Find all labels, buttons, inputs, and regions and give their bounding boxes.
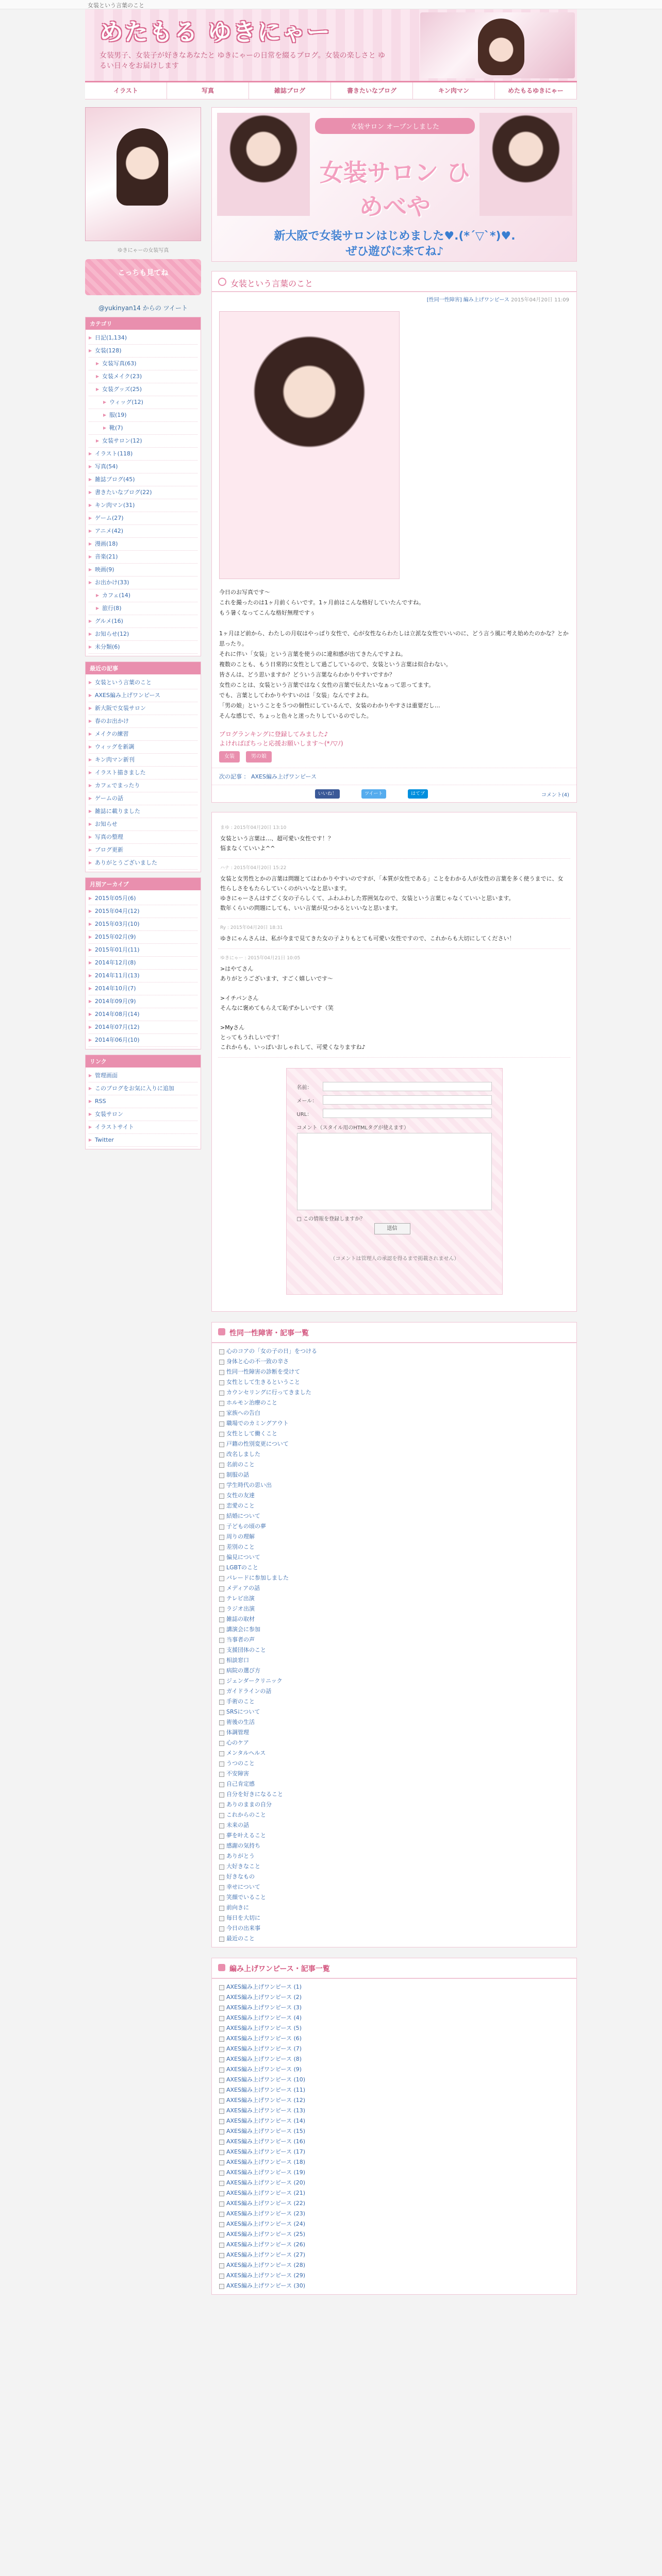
- site-title[interactable]: めたもる ゆきにゃー: [100, 18, 332, 46]
- comment-head: まゆ : 2015年04月20日 13:10: [220, 825, 287, 831]
- related-article-link[interactable]: AXES編み上げワンピース (19): [219, 2167, 569, 2178]
- related-article-link[interactable]: AXES編み上げワンピース (23): [219, 2209, 569, 2219]
- side-box-item[interactable]: ▶ 写真の整理: [89, 831, 197, 844]
- related-article-link[interactable]: 幸せについて: [219, 1882, 569, 1892]
- left-sidebar: [85, 107, 201, 2576]
- nav-illust[interactable]: イラスト: [85, 82, 167, 99]
- entry-body: 今日のお写真です〜 これを撮ったのは1ヶ月前くらいです。1ヶ月前はこんな格好していたんですね。 もう暑くなってこんな格好無理ですぅ 1ヶ月ほど前から、わたしの月収はやっぱり女性で、心が女性ならわたしは立派な女性でいいのに、どう言う風に考え始めたのかな？とか思ったり。 それに伴い「女装」という言葉を使うのに違和感が出てきたんですよね。 複数のことも、もう日常的に女性として過ごしているので、女装という言葉は似合わない。 皆さんは、どう思いますか？どういう言葉ならわかりやすいですか？ 女性のことは、女装という言葉ではなく女性の言葉で伝えたいなぁって思ってます。 でも、言葉としてわかりやすいのは「女装」なんですよね。 「男の娘」ということを５つの個性にしているんで、女装のわかりやすさは重要だし… そんな感じで、ちょっと色々と迷ったりしているのでした。: [219, 589, 569, 719]
- mail-label: メール：: [296, 1098, 318, 1104]
- side-box-item[interactable]: ▶ ありがとうございました: [89, 857, 197, 870]
- related-article-link[interactable]: カウンセリングに行ってきました: [219, 1387, 569, 1398]
- related-list-title: 性同一性障害・記事一覧: [212, 1323, 576, 1343]
- related-article-link[interactable]: 戸籍の性別変更について: [219, 1439, 569, 1449]
- side-box-item[interactable]: ▶ イラスト(118): [89, 448, 197, 461]
- related-article-link[interactable]: 性同一性障害の診断を受けて: [219, 1367, 569, 1377]
- side-box-item[interactable]: ▶ メイクの練習: [89, 728, 197, 741]
- side-box-item[interactable]: ▶ 日記(1,134): [89, 332, 197, 345]
- ranking-pill[interactable]: 男の娘: [246, 751, 272, 762]
- side-box-title: 最近の記事: [86, 662, 201, 674]
- related-article-link[interactable]: 相談窓口: [219, 1655, 569, 1666]
- related-article-link[interactable]: 毎日を大切に: [219, 1913, 569, 1923]
- side-box-item[interactable]: ▶ 2014年10月(7): [89, 982, 197, 995]
- related-article-link[interactable]: 前向きに: [219, 1903, 569, 1913]
- related-article-link[interactable]: ホルモン治療のこと: [219, 1398, 569, 1408]
- related-article-link[interactable]: AXES編み上げワンピース (5): [219, 2023, 569, 2033]
- side-box-list: [86, 890, 201, 1049]
- related-article-link[interactable]: 制服の話: [219, 1470, 569, 1480]
- related-list-gid: [211, 1322, 577, 1947]
- comments-section: [211, 812, 577, 1312]
- side-box-item[interactable]: ▶ 服(19): [89, 409, 197, 422]
- related-article-link[interactable]: 身体と心の不一致の辛さ: [219, 1357, 569, 1367]
- side-box-item[interactable]: ▶ 2014年06月(10): [89, 1034, 197, 1047]
- related-article-link[interactable]: AXES編み上げワンピース (16): [219, 2137, 569, 2147]
- related-article-link[interactable]: AXES編み上げワンピース (14): [219, 2116, 569, 2126]
- related-article-link[interactable]: SRSについて: [219, 1707, 569, 1717]
- entry-category[interactable]: [性同一性障害] 編み上げワンピース: [426, 297, 509, 303]
- side-box-title: カテゴリ: [86, 317, 201, 330]
- related-article-link[interactable]: メンタルヘルス: [219, 1748, 569, 1758]
- related-article-link[interactable]: AXES編み上げワンピース (21): [219, 2188, 569, 2198]
- related-article-link[interactable]: 雑誌の取材: [219, 1614, 569, 1624]
- related-article-link[interactable]: 名前のこと: [219, 1460, 569, 1470]
- comment-body: 女装という言葉は…、超可愛い女性です！？ 悩まなくていいよ^^: [220, 835, 334, 852]
- side-box-item[interactable]: ▶ AXES編み上げワンピース: [89, 689, 197, 702]
- comment-form: [286, 1068, 503, 1295]
- url-label: URL：: [296, 1111, 312, 1117]
- related-article-link[interactable]: 当事者の声: [219, 1635, 569, 1645]
- side-box-item[interactable]: ▶ アニメ(42): [89, 525, 197, 538]
- side-box-item[interactable]: ▶ お出かけ(33): [89, 577, 197, 589]
- side-box-item[interactable]: ▶ RSS: [89, 1095, 197, 1108]
- related-article-link[interactable]: 差別のこと: [219, 1542, 569, 1552]
- related-article-link[interactable]: 心のケア: [219, 1738, 569, 1748]
- ranking-text: ブログランキングに登録してみました♪ よければぽちっと応援お願いします〜(*ﾉ▽ﾉ): [219, 731, 343, 747]
- related-article-link[interactable]: AXES編み上げワンピース (6): [219, 2033, 569, 2044]
- related-article-link[interactable]: AXES編み上げワンピース (12): [219, 2095, 569, 2106]
- related-article-link[interactable]: AXES編み上げワンピース (4): [219, 2013, 569, 2023]
- related-list-items: [212, 1343, 576, 1947]
- related-article-link[interactable]: メディアの話: [219, 1583, 569, 1594]
- salon-welcome: 新大阪で女装サロンはじめました♥.(*´▽`*)♥. ぜひ遊びに来てね♪: [274, 230, 516, 258]
- related-article-link[interactable]: LGBTのこと: [219, 1563, 569, 1573]
- comment: [218, 819, 570, 859]
- related-article-link[interactable]: AXES編み上げワンピース (11): [219, 2085, 569, 2095]
- side-box-item[interactable]: ▶ Twitter: [89, 1134, 197, 1147]
- comment-head: ハナ : 2015年04月20日 15:22: [220, 866, 287, 871]
- blog-entry: [211, 271, 577, 803]
- comment-body: 女装と女男性とかの言葉は問題とてはわかりやすいのですが、「本質が女性である」ことをわかる人が女性の言葉を多く使うまでに、女性らしさをもたらしていくのがいいなと思います。 ゆきにゃーさんはすごく女の子らしくて、ふわふわした雰囲気なので、女装という言葉じゃなくていいと思います。 数年くらいの問題にしても、いい言葉が見つかるといいなと思います。: [220, 875, 564, 911]
- related-article-link[interactable]: パレードに参加しました: [219, 1573, 569, 1583]
- side-box-item[interactable]: ▶ 女装写真(63): [89, 358, 197, 370]
- side-box-item[interactable]: ▶ 2014年07月(12): [89, 1021, 197, 1034]
- top-bar: [0, 0, 662, 9]
- profile-caption: ゆきにゃーの女装写真: [117, 248, 169, 253]
- side-box-item[interactable]: ▶ 雑誌ブログ(45): [89, 473, 197, 486]
- ranking-pill[interactable]: 女装: [219, 751, 240, 762]
- related-article-link[interactable]: 子どもの頃の夢: [219, 1521, 569, 1532]
- ranking-banner: [219, 730, 569, 762]
- related-list-items: [212, 1979, 576, 2294]
- side-box-item[interactable]: ▶ ウィッグを新調: [89, 741, 197, 754]
- url-field[interactable]: [323, 1109, 492, 1118]
- comment-list: [218, 819, 570, 1058]
- related-article-link[interactable]: ガイドラインの話: [219, 1686, 569, 1697]
- browser-title: 女装という言葉のこと: [88, 2, 144, 9]
- side-box-item[interactable]: ▶ グルメ(16): [89, 615, 197, 628]
- related-article-link[interactable]: AXES編み上げワンピース (10): [219, 2075, 569, 2085]
- related-article-link[interactable]: テレビ出演: [219, 1594, 569, 1604]
- side-box-item[interactable]: ▶ お知らせ(12): [89, 628, 197, 641]
- facebook-like-button[interactable]: いいね！: [315, 789, 340, 799]
- side-box-item[interactable]: ▶ このブログをお気に入りに追加: [89, 1082, 197, 1095]
- comment-body: ゆきにゃんさんは、私が今まで見てきた女の子よりもとても可愛い女性ですので、これからも大切にしてください！: [220, 935, 515, 942]
- related-article-link[interactable]: 自分を好きになること: [219, 1789, 569, 1800]
- comment-head: Ry : 2015年04月20日 18:31: [220, 925, 283, 930]
- related-article-link[interactable]: 心のコアの「女の子の日」をつける: [219, 1346, 569, 1357]
- related-article-link[interactable]: 支援団体のこと: [219, 1645, 569, 1655]
- entry-bullet-icon: [218, 278, 226, 286]
- side-box-item[interactable]: ▶ 雑誌に載りました: [89, 805, 197, 818]
- salon-ad[interactable]: [211, 107, 577, 262]
- entry-title[interactable]: 女装という言葉のこと: [230, 279, 313, 289]
- side-box-item[interactable]: ▶ キン肉マン(31): [89, 499, 197, 512]
- related-article-link[interactable]: 偏見について: [219, 1552, 569, 1563]
- side-box-item[interactable]: ▶ ブログ更新: [89, 844, 197, 857]
- comment-textarea[interactable]: [297, 1133, 492, 1210]
- related-article-link[interactable]: 今日の出来事: [219, 1923, 569, 1934]
- side-box-item[interactable]: ▶ 未分類(6): [89, 641, 197, 654]
- related-article-link[interactable]: AXES編み上げワンピース (2): [219, 1992, 569, 2003]
- related-article-link[interactable]: AXES編み上げワンピース (1): [219, 1982, 569, 1992]
- nav-home[interactable]: めたもるゆきにゃー: [495, 82, 577, 99]
- mail-field[interactable]: [323, 1095, 492, 1105]
- tweet-button[interactable]: ツイート: [361, 789, 386, 799]
- side-box-item[interactable]: ▶ 靴(7): [89, 422, 197, 435]
- related-article-link[interactable]: AXES編み上げワンピース (15): [219, 2126, 569, 2137]
- related-article-link[interactable]: AXES編み上げワンピース (30): [219, 2281, 569, 2291]
- hatena-button[interactable]: はてブ: [408, 789, 428, 799]
- entry-header: [212, 272, 576, 292]
- related-article-link[interactable]: 改名しました: [219, 1449, 569, 1460]
- nav-kinnikuman[interactable]: キン肉マン: [413, 82, 495, 99]
- name-label: 名前：: [296, 1084, 312, 1091]
- side-boxes: [85, 317, 201, 1149]
- side-box-item[interactable]: ▶ 2014年09月(9): [89, 995, 197, 1008]
- side-box-item[interactable]: ▶ 2015年04月(12): [89, 905, 197, 918]
- related-article-link[interactable]: 手術のこと: [219, 1697, 569, 1707]
- side-box-item[interactable]: ▶ イラスト描きました: [89, 767, 197, 779]
- salon-title: 女装サロン ひめべや: [319, 159, 470, 221]
- related-article-link[interactable]: AXES編み上げワンピース (9): [219, 2064, 569, 2075]
- side-box-title: リンク: [86, 1055, 201, 1067]
- related-article-link[interactable]: 病院の選び方: [219, 1666, 569, 1676]
- side-box-item[interactable]: ▶ 女装メイク(23): [89, 370, 197, 383]
- side-box-item[interactable]: ▶ 女装という言葉のこと: [89, 676, 197, 689]
- url-row: [297, 1109, 492, 1118]
- entry-date: 2015年04月20日 11:09: [511, 297, 569, 303]
- next-entry-link[interactable]: 次の記事 ： AXES編み上げワンピース: [212, 768, 576, 785]
- comment-count-link[interactable]: コメント(4): [541, 792, 569, 798]
- side-box-item[interactable]: ▶ 音楽(21): [89, 551, 197, 564]
- side-box-item[interactable]: ▶ 女装(128): [89, 345, 197, 358]
- entry-photo[interactable]: [219, 311, 400, 579]
- side-box-item[interactable]: ▶ 2015年05月(6): [89, 892, 197, 905]
- side-box-item[interactable]: ▶ 写真(54): [89, 461, 197, 473]
- related-article-link[interactable]: AXES編み上げワンピース (22): [219, 2198, 569, 2209]
- related-article-link[interactable]: 夢を叶えること: [219, 1831, 569, 1841]
- related-article-link[interactable]: 体調管理: [219, 1727, 569, 1738]
- remember-label: この情報を登録しますか？: [303, 1216, 366, 1222]
- related-article-link[interactable]: 最近のこと: [219, 1934, 569, 1944]
- comment: [218, 949, 570, 1058]
- comment-area-label: コメント（スタイル用のHTMLタグが使えます）: [296, 1125, 409, 1131]
- related-article-link[interactable]: うつのこと: [219, 1758, 569, 1769]
- related-article-link[interactable]: 職場でのカミングアウト: [219, 1418, 569, 1429]
- side-box-item[interactable]: ▶ ゲーム(27): [89, 512, 197, 525]
- global-nav: [85, 81, 577, 99]
- related-article-link[interactable]: ラジオ出演: [219, 1604, 569, 1614]
- related-article-link[interactable]: AXES編み上げワンピース (27): [219, 2250, 569, 2260]
- salon-photo-left: [217, 113, 310, 216]
- related-article-link[interactable]: 自己肯定感: [219, 1779, 569, 1789]
- related-article-link[interactable]: 周りの理解: [219, 1532, 569, 1542]
- related-article-link[interactable]: AXES編み上げワンピース (26): [219, 2240, 569, 2250]
- side-box-item[interactable]: ▶ 春のお出かけ: [89, 715, 197, 728]
- related-article-link[interactable]: AXES編み上げワンピース (29): [219, 2270, 569, 2281]
- side-box-item[interactable]: ▶ キン肉マン新刊: [89, 754, 197, 767]
- side-box-item[interactable]: ▶ 2015年01月(11): [89, 944, 197, 957]
- side-box-item[interactable]: ▶ 映画(9): [89, 564, 197, 577]
- side-box-title: 月別アーカイブ: [86, 878, 201, 890]
- site-subtitle: 女装男子、女装子が好きなあなたと ゆきにゃーの日常を綴るブログ。女装の楽しさと ゆるい日々をお届けします: [100, 52, 386, 70]
- related-article-link[interactable]: これからのこと: [219, 1810, 569, 1820]
- side-box-item[interactable]: ▶ ゲームの話: [89, 792, 197, 805]
- related-article-link[interactable]: ジェンダークリニック: [219, 1676, 569, 1686]
- side-box-item[interactable]: ▶ 2014年08月(14): [89, 1008, 197, 1021]
- side-box-item[interactable]: ▶ 2015年03月(10): [89, 918, 197, 931]
- side-box-item[interactable]: ▶ 女装サロン(12): [89, 435, 197, 448]
- share-bar: [212, 785, 576, 802]
- related-article-link[interactable]: 感謝の気持ち: [219, 1841, 569, 1851]
- related-article-link[interactable]: 好きなもの: [219, 1872, 569, 1882]
- comment-head: ゆきにゃー : 2015年04月21日 10:05: [220, 956, 301, 961]
- side-box-list: [86, 1067, 201, 1149]
- related-article-link[interactable]: AXES編み上げワンピース (17): [219, 2147, 569, 2157]
- name-field[interactable]: [323, 1082, 492, 1091]
- side-box-item[interactable]: ▶ 管理画面: [89, 1070, 197, 1082]
- side-box: [85, 662, 201, 872]
- related-article-link[interactable]: 講演会に参加: [219, 1624, 569, 1635]
- side-box-item[interactable]: ▶ 2015年02月(9): [89, 931, 197, 944]
- salon-photo-right: [479, 113, 572, 216]
- site-header: [85, 9, 577, 81]
- submit-button[interactable]: 送信: [374, 1223, 410, 1234]
- side-box-item[interactable]: ▶ カフェでまったり: [89, 779, 197, 792]
- related-article-link[interactable]: 不安障害: [219, 1769, 569, 1779]
- side-box-item[interactable]: ▶ カフェ(14): [89, 589, 197, 602]
- related-article-link[interactable]: 恋愛のこと: [219, 1501, 569, 1511]
- related-article-link[interactable]: 術後の生活: [219, 1717, 569, 1727]
- comment-body: >はやてさん ありがとうございます、すごく嬉しいです〜 >イチパンさん そんなに褒めてもらえて恥ずかしいです（笑 >Myさん とってもうれしいです！ これからも、いっぱいおしゃれして、可愛くなりますね♪: [220, 965, 366, 1050]
- related-article-link[interactable]: 未来の話: [219, 1820, 569, 1831]
- related-article-link[interactable]: ありがとう: [219, 1851, 569, 1861]
- related-article-link[interactable]: AXES編み上げワンピース (24): [219, 2219, 569, 2229]
- related-article-link[interactable]: AXES編み上げワンピース (7): [219, 2044, 569, 2054]
- related-list-title: 編み上げワンピース・記事一覧: [212, 1958, 576, 1979]
- header-portrait: [478, 19, 524, 75]
- profile-photo[interactable]: [85, 107, 201, 241]
- related-article-link[interactable]: 女性として生きるということ: [219, 1377, 569, 1387]
- nav-wantwrite[interactable]: 書きたいなブログ: [331, 82, 413, 99]
- side-box-item[interactable]: ▶ 女装グッズ(25): [89, 383, 197, 396]
- side-box-item[interactable]: ▶ 女装サロン: [89, 1108, 197, 1121]
- salon-banner: 女装サロン オープンしました: [315, 118, 475, 134]
- side-banner[interactable]: こっちも見てね: [85, 259, 201, 295]
- side-box-item[interactable]: ▶ 書きたいなブログ(22): [89, 486, 197, 499]
- related-article-link[interactable]: AXES編み上げワンピース (13): [219, 2106, 569, 2116]
- related-article-link[interactable]: 女性の友達: [219, 1490, 569, 1501]
- remember-checkbox[interactable]: □ この情報を登録しますか？: [296, 1216, 366, 1222]
- name-row: [297, 1082, 492, 1091]
- side-box-item[interactable]: ▶ 2014年12月(8): [89, 957, 197, 970]
- related-article-link[interactable]: AXES編み上げワンピース (18): [219, 2157, 569, 2167]
- related-article-link[interactable]: 大好きなこと: [219, 1861, 569, 1872]
- related-article-link[interactable]: AXES編み上げワンピース (28): [219, 2260, 569, 2270]
- side-box-item[interactable]: ▶ イラストサイト: [89, 1121, 197, 1134]
- side-box: [85, 1055, 201, 1149]
- mail-row: [297, 1095, 492, 1105]
- twitter-widget[interactable]: @yukinyan14 からの ツイート: [98, 304, 188, 312]
- related-article-link[interactable]: 女性として働くこと: [219, 1429, 569, 1439]
- side-box-item[interactable]: ▶ 新大阪で女装サロン: [89, 702, 197, 715]
- side-box: [85, 317, 201, 656]
- nav-magazine[interactable]: 雑誌ブログ: [249, 82, 331, 99]
- related-article-link[interactable]: 学生時代の思い出: [219, 1480, 569, 1490]
- related-article-link[interactable]: 結婚について: [219, 1511, 569, 1521]
- header-photo: [420, 12, 575, 78]
- related-article-link[interactable]: AXES編み上げワンピース (3): [219, 2003, 569, 2013]
- moderation-note: （コメントは管理人の承認を得るまで掲載されません）: [330, 1256, 459, 1262]
- related-article-link[interactable]: ありのままの自分: [219, 1800, 569, 1810]
- related-article-link[interactable]: AXES編み上げワンピース (8): [219, 2054, 569, 2064]
- side-box-list: [86, 674, 201, 872]
- profile-portrait: [117, 128, 168, 206]
- related-article-link[interactable]: 家族への告白: [219, 1408, 569, 1418]
- related-list-onepiece: [211, 1958, 577, 2295]
- side-box-item[interactable]: ▶ 漫画(18): [89, 538, 197, 551]
- side-box-item[interactable]: ▶ 2014年11月(13): [89, 970, 197, 982]
- related-article-link[interactable]: 笑顔でいること: [219, 1892, 569, 1903]
- side-box-item[interactable]: ▶ 旅行(8): [89, 602, 197, 615]
- comment: [218, 919, 570, 949]
- side-box-item[interactable]: ▶ ウィッグ(12): [89, 396, 197, 409]
- related-article-link[interactable]: AXES編み上げワンピース (25): [219, 2229, 569, 2240]
- side-box-list: [86, 330, 201, 656]
- related-article-link[interactable]: AXES編み上げワンピース (20): [219, 2178, 569, 2188]
- side-box: [85, 877, 201, 1049]
- entry-meta: [212, 292, 576, 306]
- comment: [218, 859, 570, 919]
- main-column: [211, 107, 577, 2576]
- side-box-item[interactable]: ▶ お知らせ: [89, 818, 197, 831]
- nav-photo[interactable]: 写真: [167, 82, 249, 99]
